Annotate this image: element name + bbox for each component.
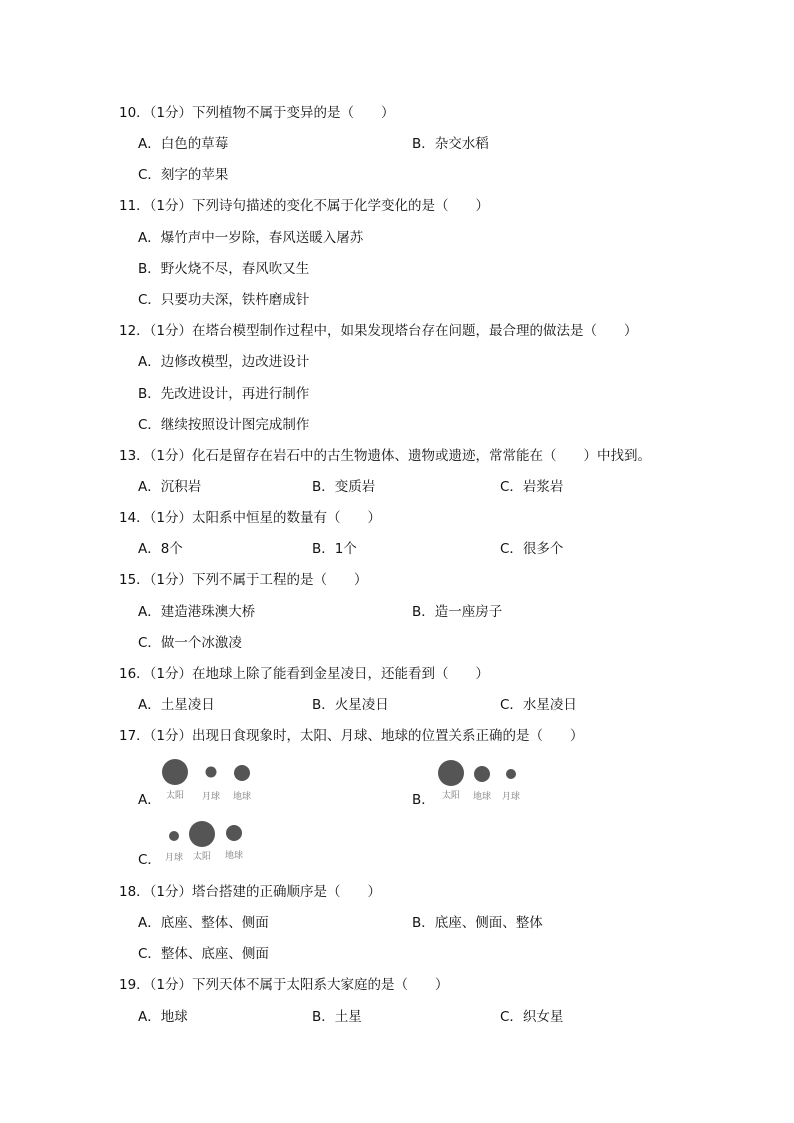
q11-option-a[interactable]: A．爆竹声中一岁除，春风送暖入屠苏 (138, 230, 364, 246)
question-10-stem: 10．（1分）下列植物不属于变异的是（ ） (119, 105, 395, 121)
question-16-stem: 16．（1分）在地球上除了能看到金星凌日，还能看到（ ） (119, 666, 490, 682)
question-15-stem: 15．（1分）下列不属于工程的是（ ） (119, 572, 368, 588)
q19-option-b[interactable]: B．土星 (312, 1009, 362, 1025)
question-17-stem: 17．（1分）出现日食现象时，太阳、月球、地球的位置关系正确的是（ ） (119, 728, 584, 744)
q17-diagram-a (160, 758, 260, 804)
earth-circle (226, 825, 242, 841)
label-earth: 地球 (232, 792, 252, 802)
label-moon: 月球 (501, 792, 521, 802)
q19-option-c[interactable]: C．织女星 (500, 1009, 564, 1025)
question-18-stem: 18．（1分）塔台搭建的正确顺序是（ ） (119, 884, 382, 900)
label-sun: 太阳 (192, 852, 212, 862)
q16-option-c[interactable]: C．水星凌日 (500, 697, 577, 713)
q17-diagram-b (436, 758, 536, 804)
q15-option-c[interactable]: C．做一个冰激凌 (138, 635, 242, 651)
label-sun: 太阳 (441, 791, 461, 801)
q14-option-a[interactable]: A．8个 (138, 541, 183, 557)
label-earth: 地球 (224, 851, 244, 861)
q13-option-b[interactable]: B．变质岩 (312, 479, 376, 495)
q15-option-a[interactable]: A．建造港珠澳大桥 (138, 604, 256, 620)
label-sun: 太阳 (165, 791, 185, 801)
label-moon: 月球 (164, 853, 184, 863)
q17-option-c[interactable]: C． (138, 852, 161, 868)
earth-circle (474, 766, 490, 782)
q10-option-c[interactable]: C．刻字的苹果 (138, 167, 229, 183)
question-12-stem: 12．（1分）在塔台模型制作过程中，如果发现塔台存在问题，最合理的做法是（ ） (119, 323, 638, 339)
q10-option-a[interactable]: A．白色的草莓 (138, 136, 229, 152)
q15-option-b[interactable]: B．造一座房子 (412, 604, 503, 620)
q14-option-b[interactable]: B．1个 (312, 541, 357, 557)
sun-circle (438, 760, 464, 786)
q10-option-b[interactable]: B．杂交水稻 (412, 136, 489, 152)
moon-circle (206, 767, 217, 778)
q17-option-b[interactable]: B． (412, 792, 435, 808)
moon-circle (169, 831, 179, 841)
q16-option-a[interactable]: A．土星凌日 (138, 697, 215, 713)
q13-option-a[interactable]: A．沉积岩 (138, 479, 202, 495)
question-19-stem: 19．（1分）下列天体不属于太阳系大家庭的是（ ） (119, 977, 449, 993)
label-earth: 地球 (472, 792, 492, 802)
q18-option-c[interactable]: C．整体、底座、侧面 (138, 946, 269, 962)
q11-option-b[interactable]: B．野火烧不尽，春风吹又生 (138, 261, 310, 277)
sun-circle (162, 759, 188, 785)
q19-option-a[interactable]: A．地球 (138, 1009, 188, 1025)
question-11-stem: 11．（1分）下列诗句描述的变化不属于化学变化的是（ ） (119, 198, 490, 214)
q12-option-b[interactable]: B．先改进设计，再进行制作 (138, 386, 310, 402)
question-13-stem: 13．（1分）化石是留存在岩石中的古生物遗体、遗物或遗迹，常常能在（ ）中找到。 (119, 448, 652, 464)
moon-circle (506, 769, 516, 779)
q14-option-c[interactable]: C．很多个 (500, 541, 564, 557)
label-moon: 月球 (201, 792, 221, 802)
q17-option-a[interactable]: A． (138, 792, 161, 808)
q18-option-b[interactable]: B．底座、侧面、整体 (412, 915, 543, 931)
q11-option-c[interactable]: C．只要功夫深，铁杵磨成针 (138, 292, 310, 308)
q12-option-c[interactable]: C．继续按照设计图完成制作 (138, 417, 310, 433)
question-14-stem: 14．（1分）太阳系中恒星的数量有（ ） (119, 510, 382, 526)
q12-option-a[interactable]: A．边修改模型，边改进设计 (138, 354, 310, 370)
q16-option-b[interactable]: B．火星凌日 (312, 697, 389, 713)
q17-diagram-c (160, 818, 260, 864)
q18-option-a[interactable]: A．底座、整体、侧面 (138, 915, 269, 931)
earth-circle (234, 765, 250, 781)
sun-circle (189, 821, 215, 847)
q13-option-c[interactable]: C．岩浆岩 (500, 479, 564, 495)
